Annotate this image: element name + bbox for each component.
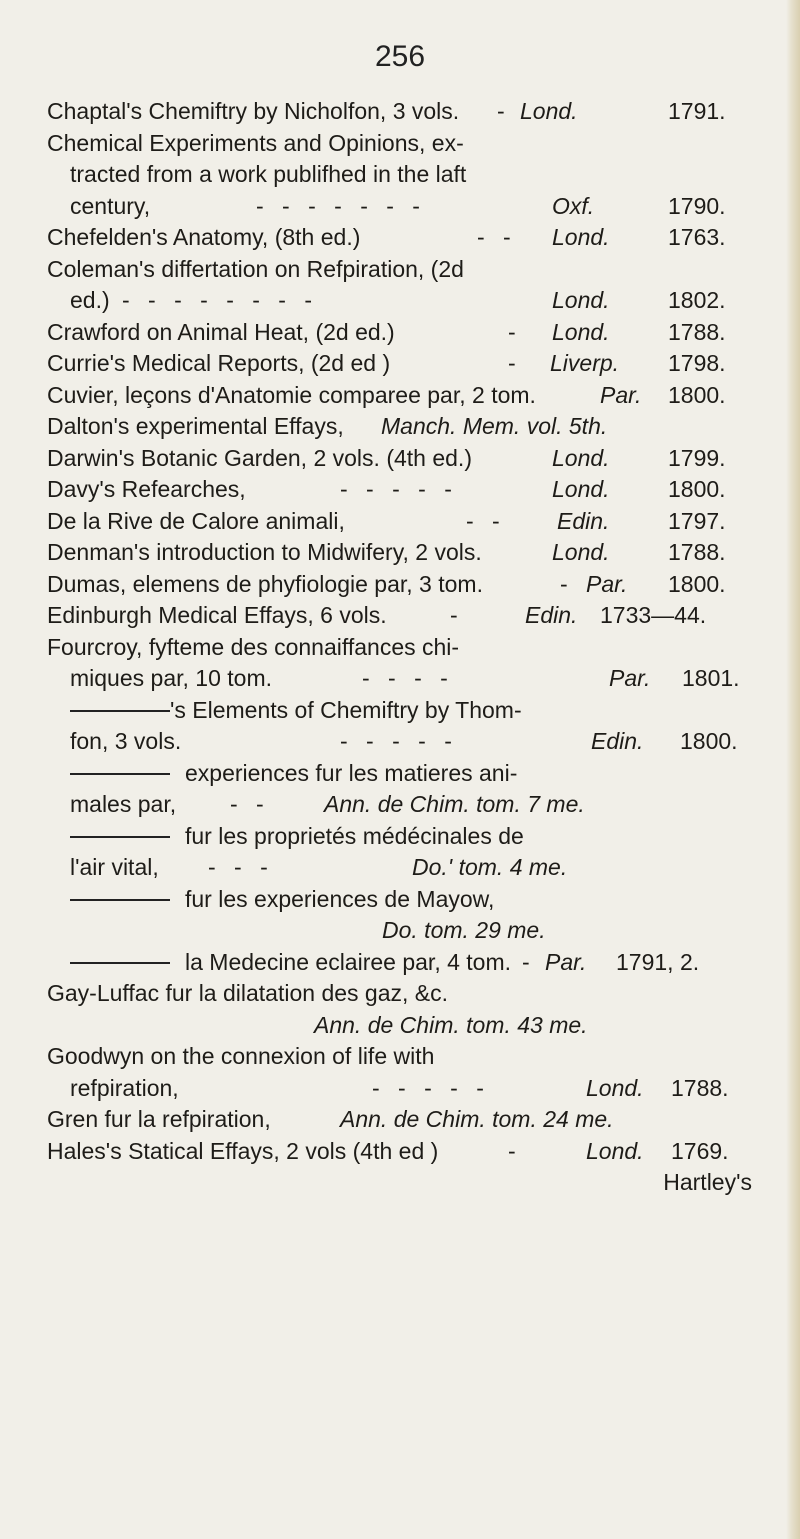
entry-year: 1798. bbox=[668, 350, 726, 376]
entry-leader: - bbox=[560, 570, 574, 597]
entry-year: 1802. bbox=[668, 287, 726, 313]
entry-reference: Do.' tom. 4 me. bbox=[412, 854, 568, 880]
entry-leader: - - - - bbox=[362, 665, 454, 691]
entry-leader: - - - - - - - bbox=[256, 192, 426, 219]
entry-leader: - - - bbox=[208, 854, 274, 880]
entry-place: Edin. bbox=[525, 602, 578, 628]
entry-leader: - bbox=[522, 948, 536, 975]
entry-place: Lond. bbox=[586, 1074, 644, 1101]
entry-fourcroy-experiences bbox=[0, 758, 800, 821]
entry-gren bbox=[0, 1104, 800, 1136]
entry-dumas bbox=[0, 569, 800, 601]
entry-text: fur les proprietés médécinales de bbox=[185, 822, 524, 849]
entry-text: males par, bbox=[70, 791, 177, 817]
entry-leader: - bbox=[497, 98, 511, 124]
entry-leader: - bbox=[450, 602, 464, 628]
entry-text: Coleman's differtation on Refpiration, (2d bbox=[47, 255, 464, 282]
entry-leader: - bbox=[508, 350, 522, 376]
entry-chefelden bbox=[0, 222, 800, 254]
entry-place: Par. bbox=[609, 665, 651, 691]
entry-place: Lond. bbox=[552, 318, 610, 345]
ditto-dash bbox=[70, 962, 170, 964]
entry-reference: Ann. de Chim. tom. 7 me. bbox=[324, 791, 585, 817]
entry-text: fur les experiences de Mayow, bbox=[185, 885, 495, 912]
entry-text: la Medecine eclairee par, 4 tom. bbox=[185, 948, 512, 975]
entry-text: Gren fur la refpiration, bbox=[47, 1106, 271, 1132]
entry-place: Lond. bbox=[520, 98, 578, 124]
entry-text: Currie's Medical Reports, (2d ed ) bbox=[47, 350, 391, 376]
entry-chaptal bbox=[0, 96, 800, 128]
entry-edinburgh bbox=[0, 600, 800, 632]
entry-gay-lussac bbox=[0, 978, 800, 1041]
entry-text: miques par, 10 tom. bbox=[70, 665, 272, 691]
entry-text: Gay-Luffac fur la dilatation des gaz, &c. bbox=[47, 980, 449, 1006]
entry-fourcroy-proprietes bbox=[0, 821, 800, 884]
entry-currie bbox=[0, 348, 800, 380]
entry-text: Fourcroy, fyfteme des connaiffances chi- bbox=[47, 633, 460, 660]
entry-leader: - - bbox=[477, 224, 517, 250]
entry-text: Dumas, elemens de phyfiologie par, 3 tom. bbox=[47, 570, 483, 597]
bibliography-list bbox=[0, 96, 800, 1199]
entry-place: Lond. bbox=[552, 476, 610, 502]
entry-place: Par. bbox=[586, 570, 628, 597]
entry-leader: - - - - - - - - bbox=[122, 287, 319, 313]
entry-dalton bbox=[0, 411, 800, 443]
entry-year: 1801. bbox=[682, 665, 740, 691]
entry-text: fon, 3 vols. bbox=[70, 728, 182, 754]
entry-year: 1788. bbox=[668, 318, 726, 345]
entry-de-la-rive bbox=[0, 506, 800, 538]
ditto-dash bbox=[70, 710, 170, 712]
ditto-dash bbox=[70, 836, 170, 838]
entry-leader: - - bbox=[230, 791, 270, 817]
entry-reference: Do. tom. 29 me. bbox=[382, 917, 546, 943]
entry-crawford bbox=[0, 317, 800, 349]
entry-year: 1788. bbox=[671, 1074, 729, 1101]
entry-fourcroy bbox=[0, 632, 800, 695]
entry-text: refpiration, bbox=[70, 1074, 179, 1101]
entry-text: Davy's Refearches, bbox=[47, 476, 246, 502]
entry-cuvier bbox=[0, 380, 800, 412]
ditto-dash bbox=[70, 773, 170, 775]
entry-text: Cuvier, leçons d'Anatomie comparee par, 2 tom. bbox=[47, 381, 536, 408]
entry-text: Denman's introduction to Midwifery, 2 vols. bbox=[47, 539, 482, 565]
entry-leader: - - - - - bbox=[340, 476, 458, 502]
entry-leader: - bbox=[508, 1137, 522, 1164]
entry-text: 's Elements of Chemiftry by Thom- bbox=[170, 696, 522, 723]
entry-text: Chaptal's Chemiftry by Nicholfon, 3 vols. bbox=[47, 98, 460, 124]
entry-year: 1790. bbox=[668, 192, 726, 219]
entry-leader: - bbox=[508, 318, 522, 345]
entry-text: Edinburgh Medical Effays, 6 vols. bbox=[47, 602, 387, 628]
entry-leader: - - - - - bbox=[372, 1074, 490, 1101]
entry-year: 1799. bbox=[668, 444, 726, 471]
entry-darwin bbox=[0, 443, 800, 475]
entry-reference: Ann. de Chim. tom. 24 me. bbox=[340, 1106, 614, 1132]
entry-fourcroy-mayow bbox=[0, 884, 800, 947]
entry-place: Oxf. bbox=[552, 192, 595, 219]
entry-year: 1763. bbox=[668, 224, 726, 250]
entry-text: Chefelden's Anatomy, (8th ed.) bbox=[47, 224, 361, 250]
entry-place: Lond. bbox=[586, 1137, 644, 1164]
entry-text: Darwin's Botanic Garden, 2 vols. (4th ed.) bbox=[47, 444, 472, 471]
entry-text: Hales's Statical Effays, 2 vols (4th ed ) bbox=[47, 1137, 439, 1164]
entry-place: Lond. bbox=[552, 539, 610, 565]
entry-place: Lond. bbox=[552, 444, 610, 471]
entry-year: 1791. bbox=[668, 98, 726, 124]
entry-year: 1800. bbox=[668, 476, 726, 502]
entry-leader: - - - - - bbox=[340, 728, 458, 754]
entry-denman bbox=[0, 537, 800, 569]
entry-text: century, bbox=[70, 192, 151, 219]
entry-year: 1797. bbox=[668, 507, 726, 534]
entry-davy bbox=[0, 474, 800, 506]
entry-year: 1800. bbox=[668, 570, 726, 597]
entry-reference: Manch. Mem. vol. 5th. bbox=[381, 413, 608, 439]
entry-reference: Ann. de Chim. tom. 43 me. bbox=[314, 1011, 588, 1038]
entry-year: 1788. bbox=[668, 539, 726, 565]
entry-place: Par. bbox=[545, 948, 587, 975]
page-number: 256 bbox=[374, 40, 426, 73]
entry-place: Lond. bbox=[552, 224, 610, 250]
entry-place: Lond. bbox=[552, 287, 610, 313]
entry-place: Par. bbox=[600, 381, 642, 408]
entry-text: Chemical Experiments and Opinions, ex- bbox=[47, 129, 464, 156]
entry-coleman bbox=[0, 254, 800, 317]
entry-text: experiences fur les matieres ani- bbox=[185, 759, 518, 786]
entry-text: tracted from a work publifhed in the laft bbox=[70, 161, 467, 187]
catchword: Hartley's bbox=[663, 1169, 752, 1195]
entry-fourcroy-medecine bbox=[0, 947, 800, 979]
entry-place: Liverp. bbox=[550, 350, 620, 376]
entry-year: 1791, 2. bbox=[616, 948, 700, 975]
entry-text: ed.) bbox=[70, 287, 110, 313]
entry-year: 1800. bbox=[680, 728, 738, 754]
entry-text: De la Rive de Calore animali, bbox=[47, 507, 345, 534]
entry-text: Dalton's experimental Effays, bbox=[47, 413, 344, 439]
entry-text: Goodwyn on the connexion of life with bbox=[47, 1043, 435, 1069]
entry-place: Edin. bbox=[557, 507, 610, 534]
entry-year: 1769. bbox=[671, 1137, 729, 1164]
ditto-dash bbox=[70, 899, 170, 901]
entry-year: 1800. bbox=[668, 381, 726, 408]
entry-goodwyn bbox=[0, 1041, 800, 1104]
entry-fourcroy-elements bbox=[0, 695, 800, 758]
entry-hales bbox=[0, 1136, 800, 1199]
entry-chemical-experiments bbox=[0, 128, 800, 223]
entry-text: Crawford on Animal Heat, (2d ed.) bbox=[47, 318, 395, 345]
entry-leader: - - bbox=[466, 507, 506, 534]
entry-year: 1733—44. bbox=[600, 602, 707, 628]
entry-text: l'air vital, bbox=[70, 854, 159, 880]
entry-place: Edin. bbox=[591, 728, 644, 754]
